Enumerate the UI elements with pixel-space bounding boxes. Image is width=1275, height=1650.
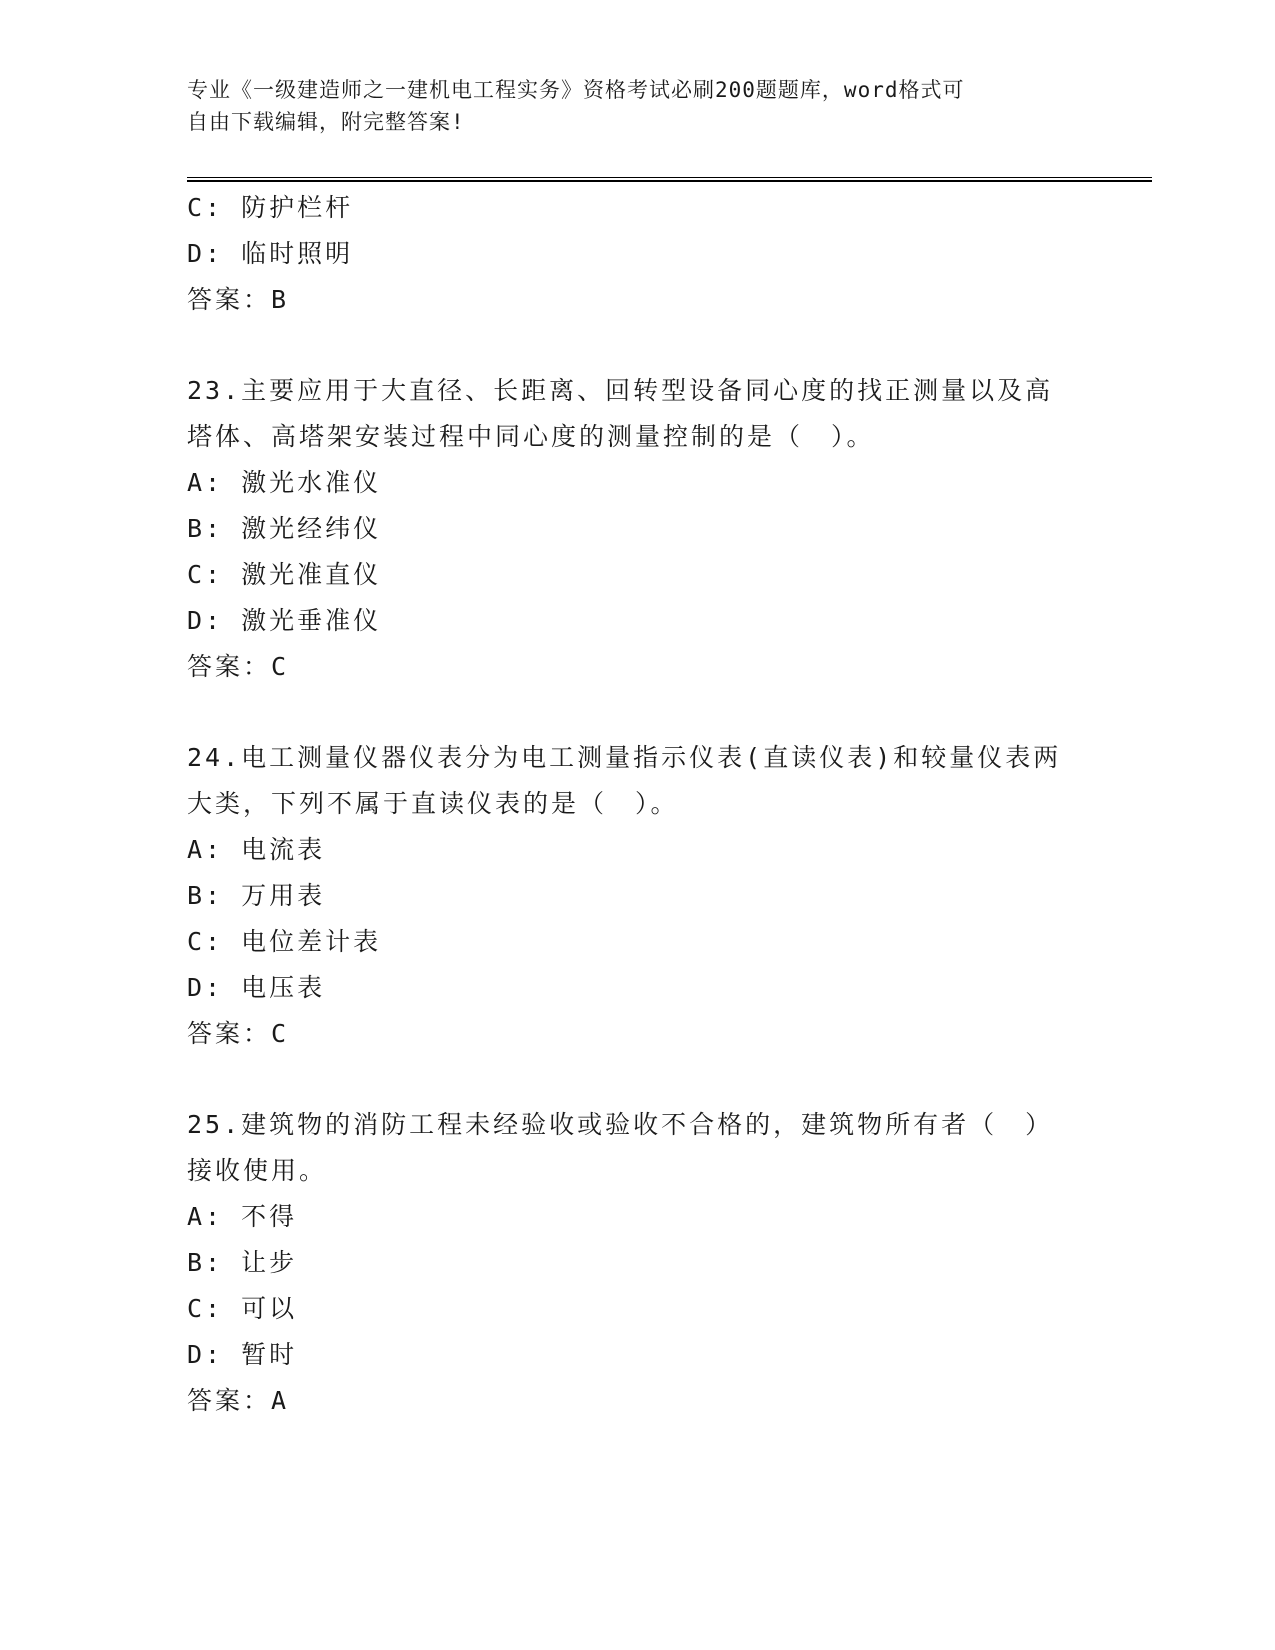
answer-line: 答案：B (187, 285, 290, 314)
question-list (187, 185, 1087, 1424)
question-stem-line: 塔体、高塔架安装过程中同心度的测量控制的是（ ）。 (187, 422, 875, 451)
option-label: A: (187, 835, 224, 864)
option-label: B: (187, 514, 224, 543)
option-text: 临时照明 (241, 239, 354, 268)
option-d (187, 965, 1087, 1011)
option-c (187, 552, 1087, 598)
question-stem-line: 大类，下列不属于直读仪表的是（ ）。 (187, 789, 679, 818)
spacer (187, 323, 1087, 368)
question-stem (187, 368, 1067, 460)
option-c (187, 919, 1087, 965)
option-text: 防护栏杆 (241, 193, 354, 222)
header-divider (187, 177, 1152, 182)
answer-line: 答案：C (187, 1019, 290, 1048)
option-label: C: (187, 560, 224, 589)
option-label: D: (187, 239, 224, 268)
option-text: 电位差计表 (241, 927, 382, 956)
question-25 (187, 1102, 1087, 1424)
option-text: 激光水准仪 (241, 468, 382, 497)
option-a (187, 1194, 1087, 1240)
question-stem-line: 25.建筑物的消防工程未经验收或验收不合格的，建筑物所有者（ ） (187, 1110, 1054, 1139)
spacer (187, 1057, 1087, 1102)
option-b (187, 873, 1087, 919)
option-label: D: (187, 1340, 224, 1369)
option-text: 激光经纬仪 (241, 514, 382, 543)
option-text: 电流表 (241, 835, 326, 864)
question-stem-line: 23.主要应用于大直径、长距离、回转型设备同心度的找正测量以及高 (187, 376, 1054, 405)
option-d (187, 1332, 1087, 1378)
option-text: 激光准直仪 (241, 560, 382, 589)
option-d (187, 598, 1087, 644)
option-label: C: (187, 193, 224, 222)
question-stem-line: 接收使用。 (187, 1156, 328, 1185)
question-stem-line: 24.电工测量仪器仪表分为电工测量指示仪表(直读仪表)和较量仪表两 (187, 743, 1062, 772)
option-text: 让步 (241, 1248, 298, 1277)
option-d (187, 231, 1087, 277)
option-label: D: (187, 973, 224, 1002)
option-a (187, 827, 1087, 873)
option-c (187, 1286, 1087, 1332)
option-label: B: (187, 881, 224, 910)
option-a (187, 460, 1087, 506)
option-label: B: (187, 1248, 224, 1277)
question-stem (187, 735, 1067, 827)
option-label: D: (187, 606, 224, 635)
option-b (187, 506, 1087, 552)
header-line-2: 自由下载编辑，附完整答案! (187, 110, 465, 134)
option-text: 万用表 (241, 881, 326, 910)
option-label: A: (187, 468, 224, 497)
answer-line: 答案：A (187, 1386, 290, 1415)
question-24 (187, 735, 1087, 1057)
option-text: 不得 (241, 1202, 298, 1231)
continued-question (187, 185, 1087, 323)
question-stem (187, 1102, 1067, 1194)
spacer (187, 690, 1087, 735)
option-text: 暂时 (241, 1340, 298, 1369)
question-23 (187, 368, 1087, 690)
option-text: 激光垂准仪 (241, 606, 382, 635)
option-label: C: (187, 1294, 224, 1323)
option-b (187, 1240, 1087, 1286)
header-line-1: 专业《一级建造师之一建机电工程实务》资格考试必刷200题题库，word格式可 (187, 78, 965, 102)
option-label: C: (187, 927, 224, 956)
option-text: 电压表 (241, 973, 326, 1002)
option-text: 可以 (241, 1294, 298, 1323)
answer-line: 答案：C (187, 652, 290, 681)
page-header (187, 74, 1067, 138)
option-label: A: (187, 1202, 224, 1231)
option-c (187, 185, 1087, 231)
